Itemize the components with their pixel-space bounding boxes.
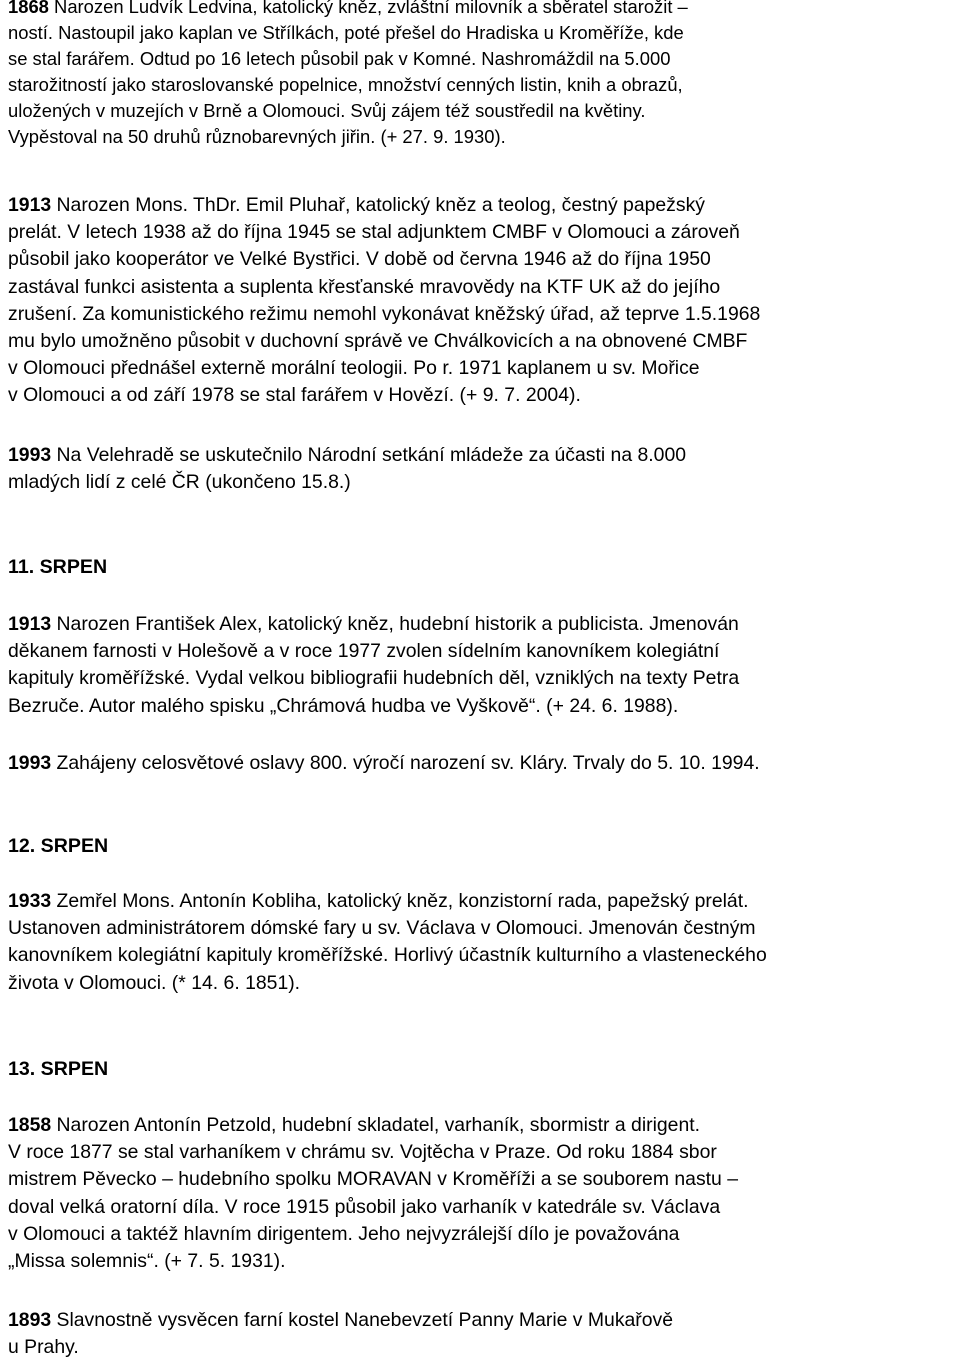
entry-text: Narozen Antonín Petzold, hudební skladatel, varhaník, sbormistr a dirigent. (51, 1114, 701, 1136)
entry-text: Na Velehradě se uskutečnilo Národní setkání mládeže za účasti na 8.000 (51, 444, 687, 466)
entry-1933 (8, 888, 767, 997)
entry-1913-alex (8, 611, 739, 720)
entry-line: mladých lidí z celé ČR (ukončeno 15.8.) (8, 471, 351, 494)
entry-text: Narozen Ludvík Ledvina, katolický kněz, zvláštní milovník a sběratel starožit – (48, 0, 688, 17)
entry-text: Slavnostně vysvěcen farní kostel Nanebevzetí Panny Marie v Mukařově (51, 1309, 674, 1331)
entry-1993 (8, 442, 686, 496)
entry-year: 1868 (8, 0, 49, 17)
entry-text: Zahájeny celosvětové oslavy 800. výročí narození sv. Kláry. Trvaly do 5. 10. 1994. (51, 752, 760, 774)
entry-line: se stal farářem. Odtud po 16 letech působil pak v Komné. Nashromáždil na 5.000 (8, 48, 671, 69)
entry-1868 (8, 0, 688, 150)
entry-line: prelát. V letech 1938 až do října 1945 se stal adjunktem CMBF v Olomouci a zároveň (8, 221, 740, 244)
entry-text: Narozen František Alex, katolický kněz, hudební historik a publicista. Jmenován (51, 613, 739, 635)
entry-line: kanovníkem kolegiátní kapituly kroměřížské. Horlivý účastník kulturního a vlasteneckého (8, 944, 767, 967)
entry-text: Narozen Mons. ThDr. Emil Pluhař, katolický kněz a teolog, čestný papežský (51, 194, 705, 216)
entry-line (8, 888, 767, 915)
entry-line: v Olomouci přednášel externě morální teologii. Po r. 1971 kaplanem u sv. Mořice (8, 357, 700, 380)
entry-line (8, 750, 760, 777)
date-heading: 13. SRPEN (8, 1058, 109, 1080)
entry-line: starožitností jako staroslovanské popelnice, množství cenných listin, knih a obrazů, (8, 74, 683, 95)
entry-1913 (8, 192, 760, 410)
entry-year: 1913 (8, 613, 52, 635)
entry-year: 1858 (8, 1114, 52, 1136)
entry-line: Bezruče. Autor malého spisku „Chrámová hudba ve Vyškově“. (+ 24. 6. 1988). (8, 694, 679, 717)
entry-line: zastával funkci asistenta a suplenta křesťanské mravovědy na KTF UK až do jejího (8, 275, 721, 298)
entry-line (8, 1307, 673, 1334)
entry-line: života v Olomouci. (* 14. 6. 1851). (8, 971, 301, 994)
entry-line: u Prahy. (8, 1336, 79, 1359)
entry-line: děkanem farnosti v Holešově a v roce 1977 zvolen sídelním kanovníkem kolegiátní (8, 640, 720, 663)
date-heading: 11. SRPEN (8, 556, 108, 578)
entry-line: mistrem Pěvecko – hudebního spolku MORAVAN v Kroměříži a se souborem nastu – (8, 1168, 738, 1191)
entry-line: ností. Nastoupil jako kaplan ve Střílkách, poté přešel do Hradiska u Kroměříže, kde (8, 22, 684, 43)
entry-year: 1913 (8, 194, 52, 216)
entry-year: 1933 (8, 890, 52, 912)
entry-line: v Olomouci a taktéž hlavním dirigentem. Jeho nejvyzrálejší dílo je považována (8, 1222, 680, 1245)
entry-line: „Missa solemnis“. (+ 7. 5. 1931). (8, 1249, 286, 1272)
entry-year: 1993 (8, 444, 52, 466)
entry-line: zrušení. Za komunistického režimu nemohl vykonávat kněžský úřad, až teprve 1.5.1968 (8, 302, 761, 325)
entry-year: 1893 (8, 1309, 52, 1331)
entry-line: působil jako kooperátor ve Velké Bystřici. V době od června 1946 až do října 1950 (8, 248, 711, 271)
entry-line: v Olomouci a od září 1978 se stal farářem v Hovězí. (+ 9. 7. 2004). (8, 384, 581, 407)
entry-year: 1993 (8, 752, 52, 774)
entry-line (8, 442, 686, 469)
entry-line (8, 0, 688, 20)
entry-1993-klara (8, 750, 760, 777)
entry-line (8, 192, 760, 219)
entry-line: V roce 1877 se stal varhaníkem v chrámu sv. Vojtěcha v Praze. Od roku 1884 sbor (8, 1141, 717, 1164)
entry-1858 (8, 1112, 738, 1275)
entry-1893 (8, 1307, 673, 1361)
entry-line: kapituly kroměřížské. Vydal velkou bibliografii hudebních děl, vzniklých na texty Petra (8, 667, 740, 690)
entry-line: mu bylo umožněno působit v duchovní správě ve Chválkovicích a na obnovené CMBF (8, 329, 748, 352)
entry-line (8, 611, 739, 638)
entry-text: Zemřel Mons. Antonín Kobliha, katolický kněz, konzistorní rada, papežský prelát. (51, 890, 749, 912)
entry-line: Vypěstoval na 50 druhů různobarevných jiřin. (+ 27. 9. 1930). (8, 126, 506, 147)
date-heading: 12. SRPEN (8, 835, 109, 857)
entry-line: Ustanoven administrátorem dómské fary u sv. Václava v Olomouci. Jmenován čestným (8, 917, 756, 940)
entry-line: doval velká oratorní díla. V roce 1915 působil jako varhaník v katedrále sv. Václava (8, 1195, 721, 1218)
entry-line (8, 1112, 738, 1139)
entry-line: uložených v muzejích v Brně a Olomouci. Svůj zájem též soustředil na květiny. (8, 100, 646, 121)
